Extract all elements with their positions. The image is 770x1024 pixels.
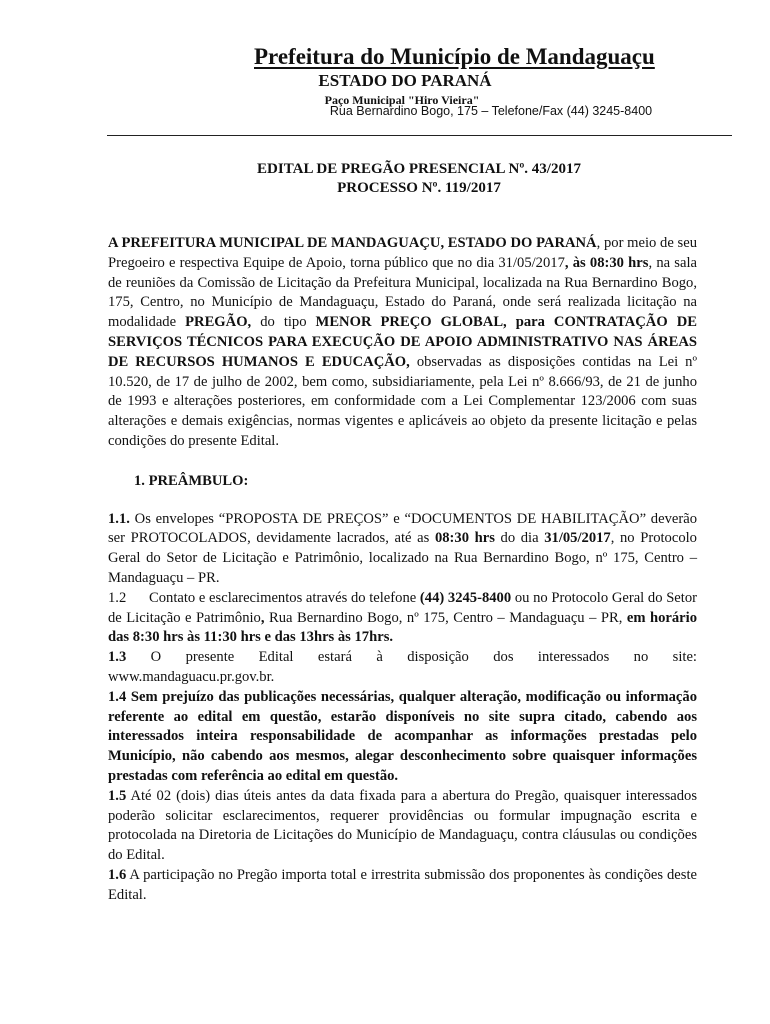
paco-municipal: Paço Municipal "Hiro Vieira": [324, 93, 480, 107]
document-body: [108, 234, 697, 906]
clause-1-6: 1.6 A participação no Pregão importa total e irrestrita submissão dos proponentes às condições deste Edital.: [108, 866, 697, 903]
intro-paragraph: A PREFEITURA MUNICIPAL DE MANDAGUAÇU, ESTADO DO PARANÁ, por meio de seu Pregoeiro e respectiva Equipe de Apoio, torna público que no dia 31/05/2017, às 08:30 hrs, na sala de reuniões da Comissão de Licitação da Prefeitura Municipal, localizada na Rua Bernardino Bogo, 175, Centro, no Município de Mandaguaçu, Estado do Paraná, onde será realizada licitação na modalidade PREGÃO, do tipo MENOR PREÇO GLOBAL, para CONTRATAÇÃO DE SERVIÇOS TÉCNICOS PARA EXECUÇÃO DE APOIO ADMINISTRATIVO NAS ÁREAS DE RECURSOS HUMANOS E EDUCAÇÃO, observadas as disposições contidas na Lei nº 10.520, de 17 de julho de 2002, bem como, subsidiariamente, pela Lei nº 8.666/93, de 21 de junho de 1993 e alterações posteriores, em conformidade com a Lei Complementar 123/2006 com suas alterações e demais exigências, normas vigentes e aplicáveis ao objeto da presente licitação e pelas condições do presente Edital.: [108, 235, 698, 449]
website-link[interactable]: www.mandaguacu.pr.gov.br.: [108, 668, 275, 685]
clause-1-5: 1.5 Até 02 (dois) dias úteis antes da data fixada para a abertura do Pregão, quaisquer interessados poderão solicitar esclarecimentos, requerer providências ou formular impugnação escrita e protocolada na Diretoria de Licitações do Município de Mandaguaçu, contra cláusulas ou condições do Edital.: [108, 787, 697, 864]
state-name: ESTADO DO PARANÁ: [318, 71, 492, 90]
address-line: Rua Bernardino Bogo, 175 – Telefone/Fax (44) 3245-8400: [329, 104, 653, 118]
edital-number: EDITAL DE PREGÃO PRESENCIAL Nº. 43/2017: [257, 161, 581, 177]
clause-1-1: 1.1. Os envelopes “PROPOSTA DE PREÇOS” e “DOCUMENTOS DE HABILITAÇÃO” deverão ser PROTOCOLADOS, devidamente lacrados, até as 08:30 hrs do dia 31/05/2017, no Protocolo Geral do Setor de Licitação e Patrimônio, localizado na Rua Bernardino Bogo, nº 175, Centro – Mandaguaçu – PR.: [108, 510, 697, 586]
edital-title: [0, 160, 770, 198]
section-heading-preambulo: 1. PREÂMBULO:: [134, 472, 249, 489]
clause-1-2: 1.2 Contato e esclarecimentos através do telefone (44) 3245-8400 ou no Protocolo Geral do Setor de Licitação e Patrimônio, Rua Bernardino Bogo, nº 175, Centro – Mandaguaçu – PR, em horário das 8:30 hrs às 11:30 hrs e das 13hrs às 17hrs.: [108, 589, 697, 646]
clause-1-4: 1.4 Sem prejuízo das publicações necessárias, qualquer alteração, modificação ou informação referente ao edital em questão, estarão disponíveis no site supra citado, cabendo aos interessados inteira responsabilidade de acompanhar as informações prestadas pelo Município, não cabendo aos mesmos, alegar desconhecimento sobre quaisquer informações prestadas com referência ao edital em questão.: [108, 688, 697, 784]
clause-1-3: 1.3 O presente Edital estará à disposição dos interessados no site:: [108, 649, 697, 666]
header-divider: [107, 135, 732, 136]
municipality-title: Prefeitura do Município de Mandaguaçu: [254, 44, 655, 69]
process-number: PROCESSO Nº. 119/2017: [337, 180, 501, 196]
